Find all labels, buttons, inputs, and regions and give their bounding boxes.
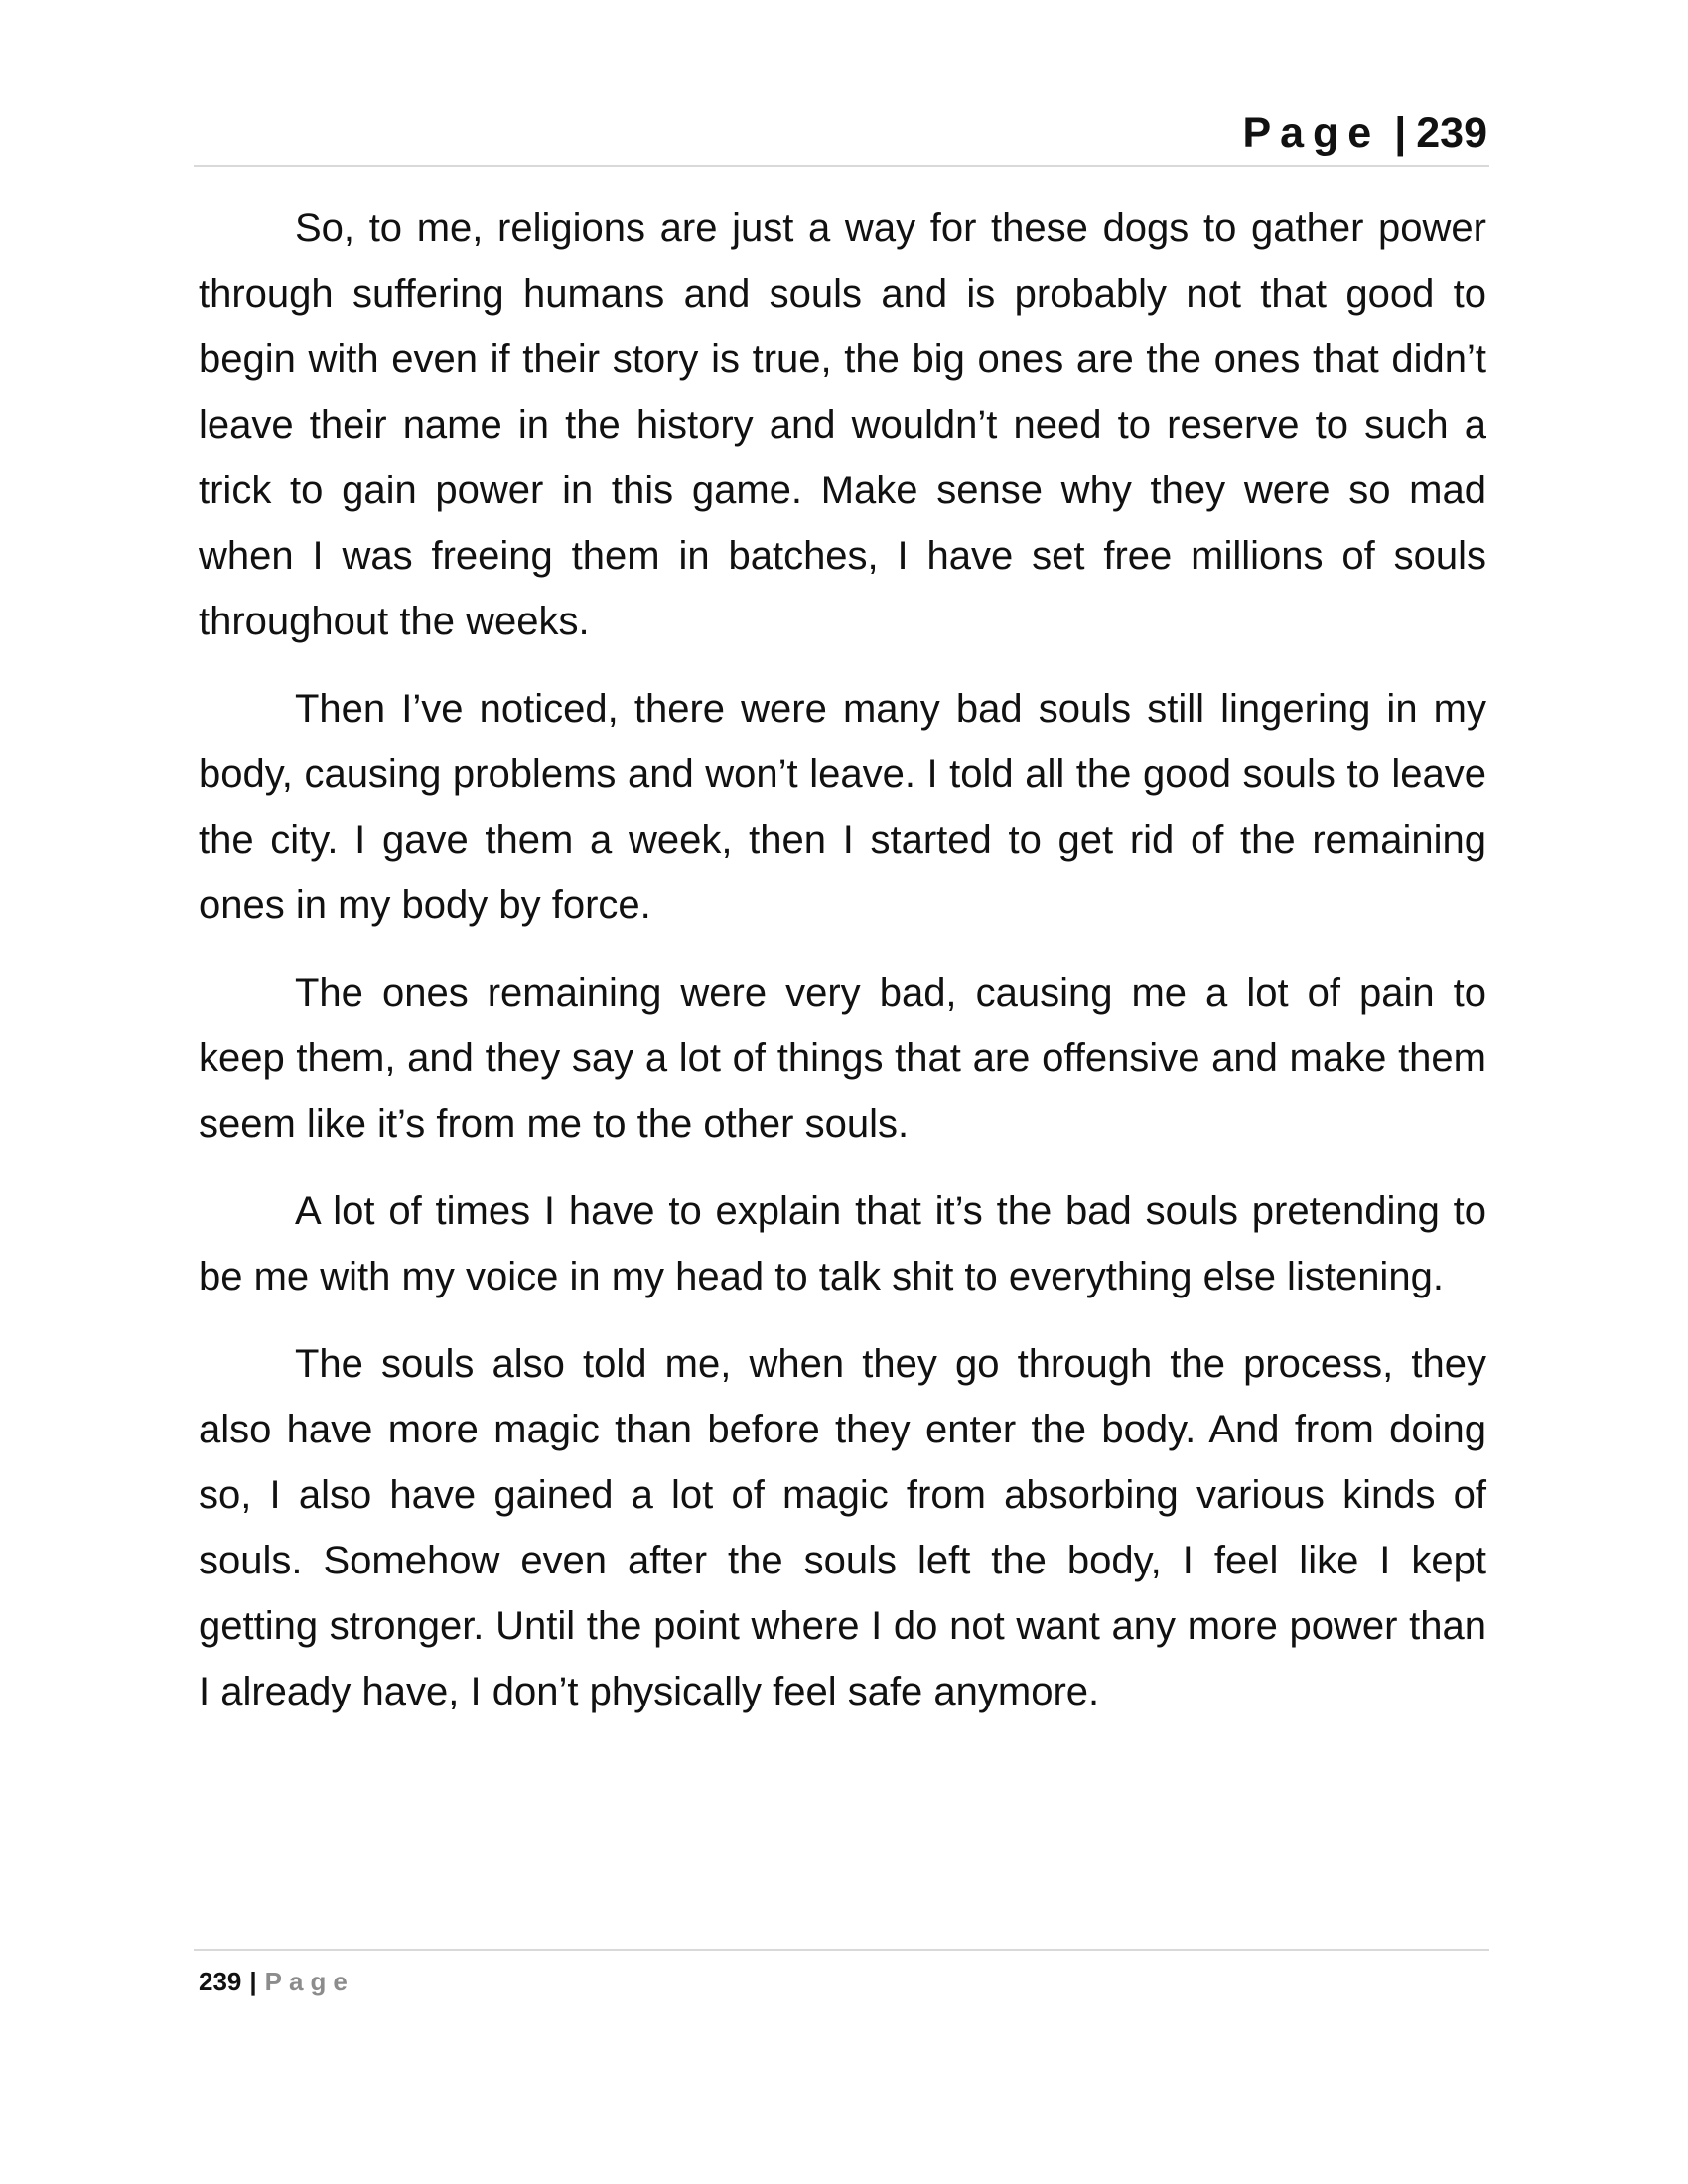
header-page-label: Page [1242, 109, 1381, 157]
body-text [199, 196, 1486, 1746]
page-footer [199, 1962, 354, 2001]
footer-divider [194, 1949, 1489, 1951]
paragraph-2: Then I’ve noticed, there were many bad souls still lingering in my body, causing problems and won’t leave. I told all the good souls to leave the city. I gave them a week, then I started to get rid of the remaining ones in my body by force. [199, 687, 1486, 927]
paragraph-1: So, to me, religions are just a way for these dogs to gather power through suffering humans and souls and is probably not that good to begin with even if their story is true, the big ones are the ones that didn’t leave their name in the history and wouldn’t need to reserve to such a trick to gain power in this game. Make sense why they were so mad when I was freeing them in batches, I have set free millions of souls throughout the weeks. [199, 206, 1486, 643]
paragraph-5: The souls also told me, when they go through the process, they also have more magic than before they enter the body. And from doing so, I also have gained a lot of magic from absorbing various kinds of souls. Somehow even after the souls left the body, I feel like I kept getting stronger. Until the point where I do not want any more power than I already have, I don’t physically feel safe anymore. [199, 1342, 1486, 1713]
footer-page-number: 239 [199, 1967, 242, 1996]
header-page-number: 239 [1416, 109, 1487, 157]
paragraph-3: The ones remaining were very bad, causing me a lot of pain to keep them, and they say a lot of things that are offensive and make them seem like it’s from me to the other souls. [199, 971, 1486, 1146]
footer-separator: | [249, 1967, 257, 1996]
page-header [197, 103, 1487, 163]
header-divider [194, 165, 1489, 167]
paragraph-4: A lot of times I have to explain that it’s the bad souls pretending to be me with my voice in my head to talk shit to everything else listening. [199, 1189, 1486, 1298]
header-separator: | [1394, 109, 1407, 157]
footer-page-label: Page [264, 1967, 354, 1996]
